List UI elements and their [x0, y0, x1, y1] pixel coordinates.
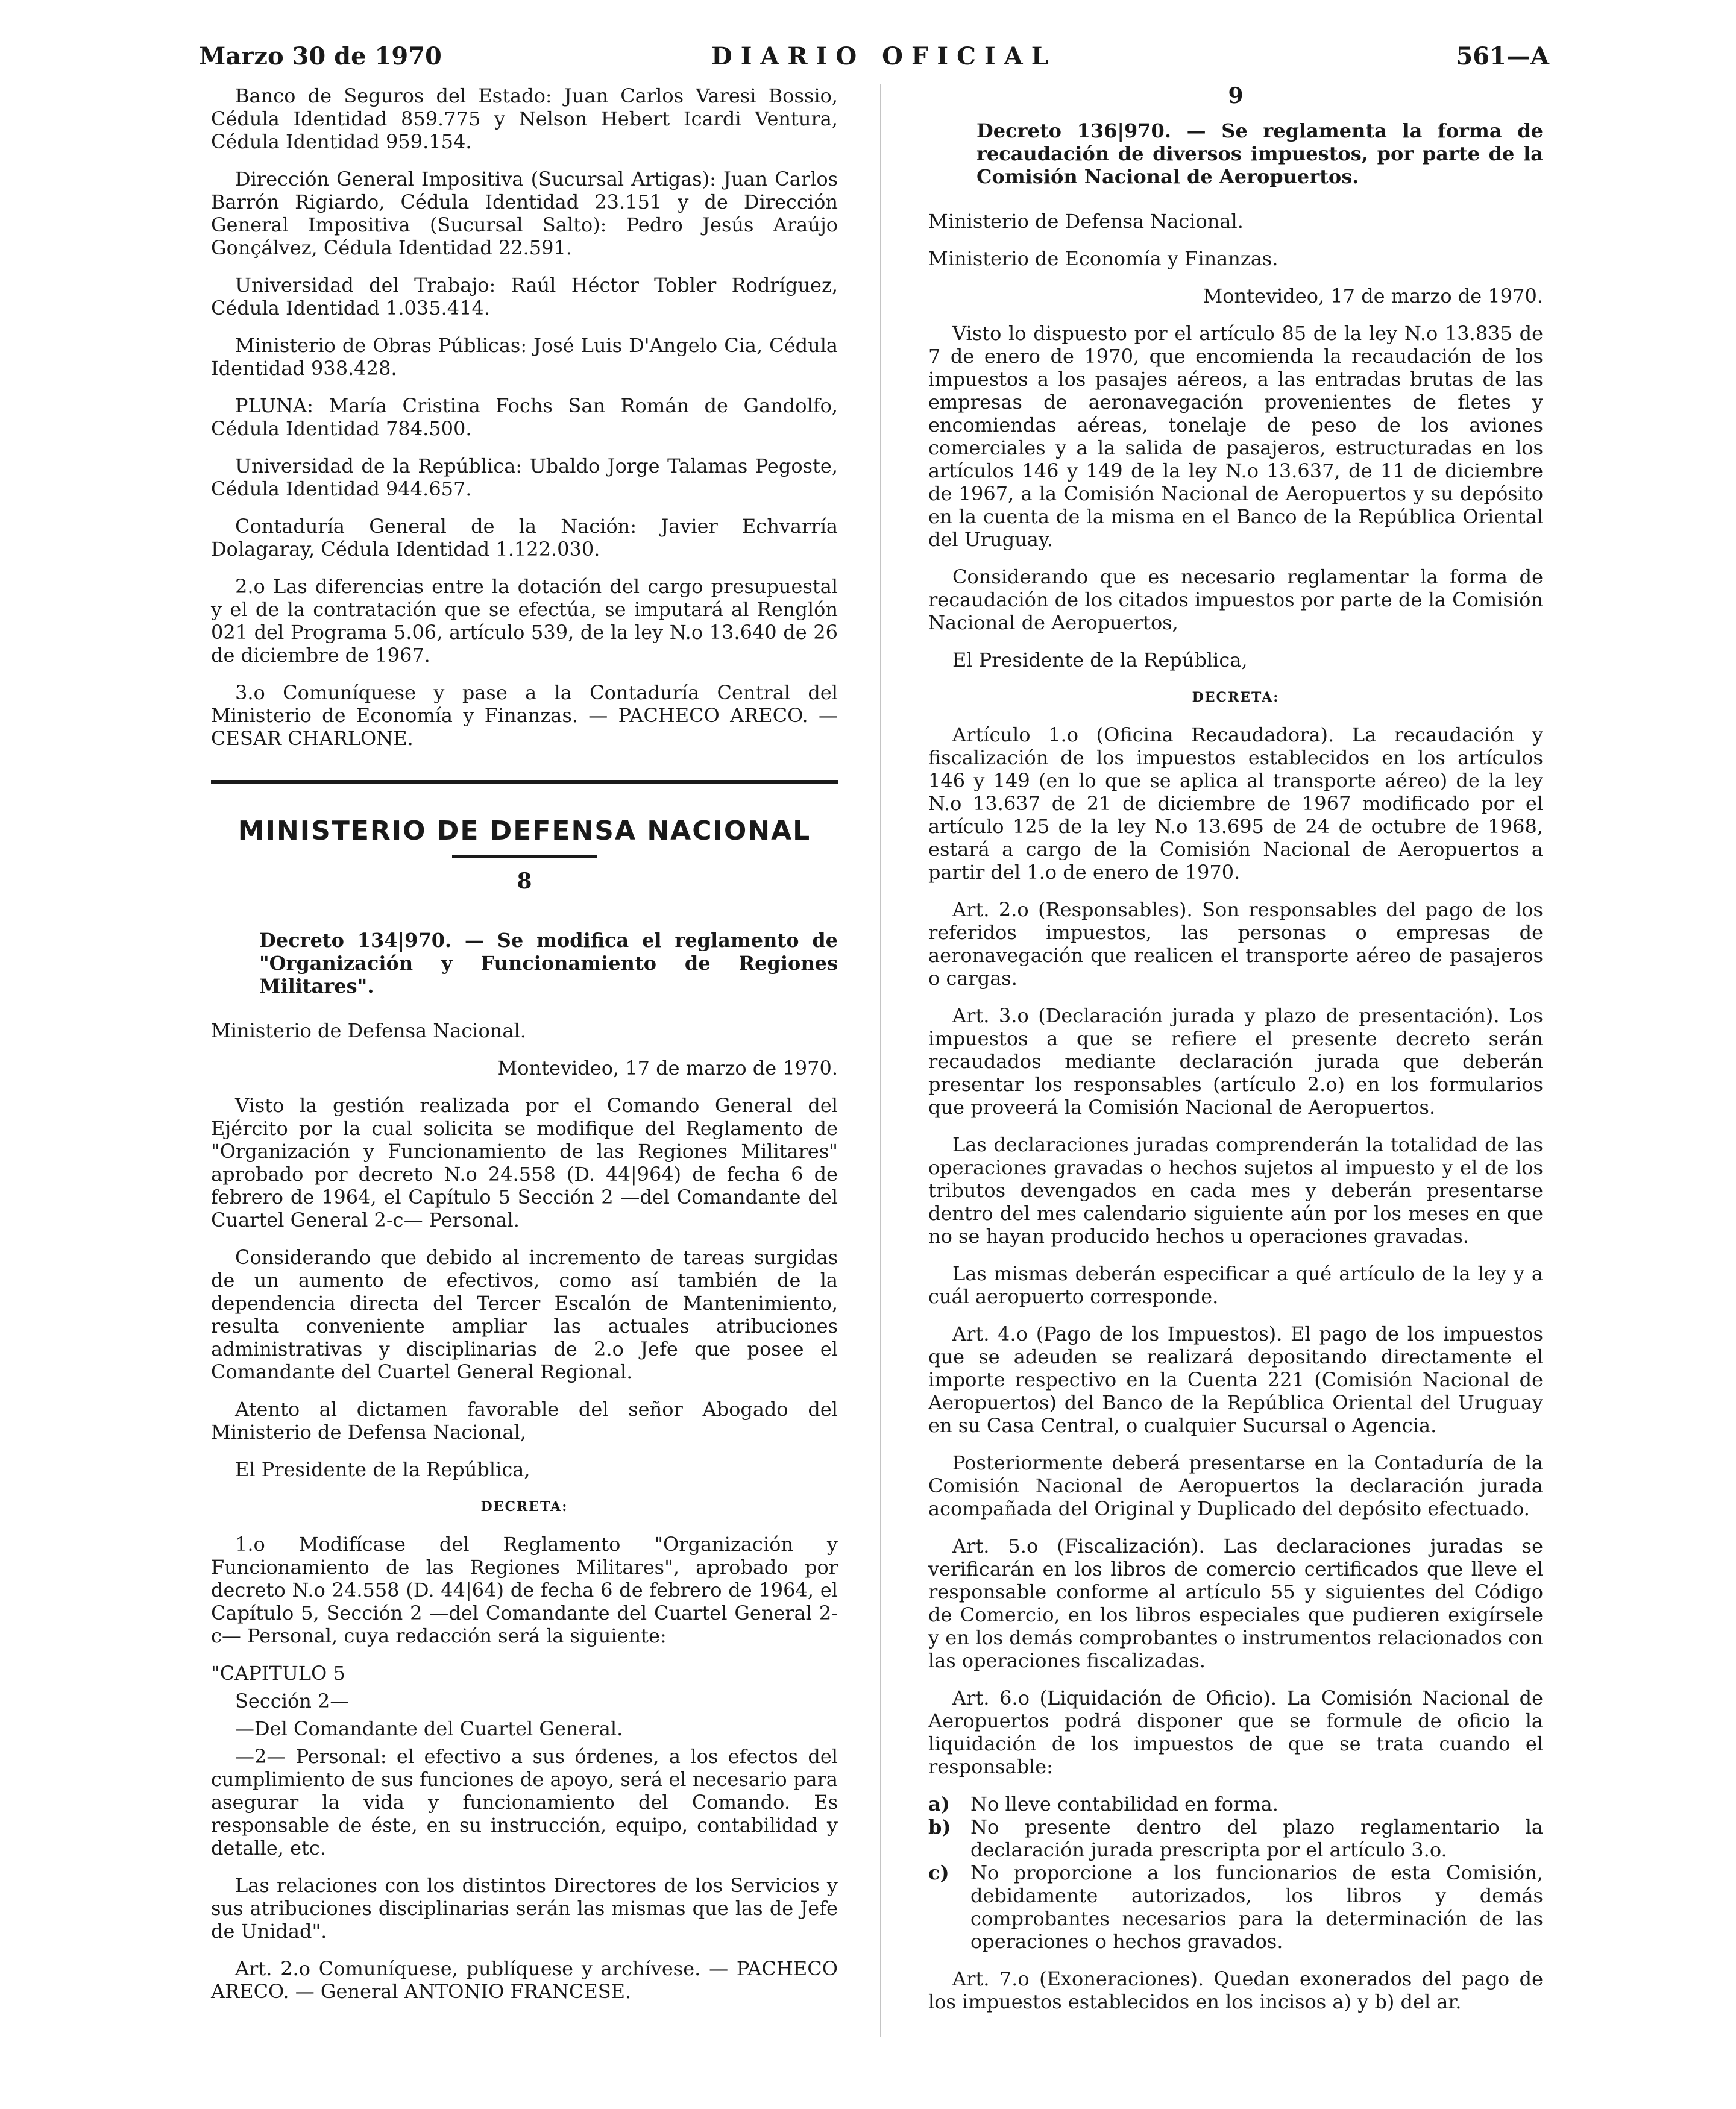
list-item — [928, 1793, 1543, 1815]
place-date: Montevideo, 17 de marzo de 1970. — [497, 1057, 838, 1080]
article-paragraph: 1.o Modifícase del Reglamento "Organización y Funcionamiento de las Regiones Militares", aprobado por decreto N.o 24.558 (D. 44|64) de fecha 6 de febrero de 1964, el Capítulo 5, Sección 2 —del Comandante del Cuartel General 2-c— Personal, cuya redacción será la siguiente: — [211, 1533, 838, 1647]
article-paragraph: Posteriormente deberá presentarse en la Contaduría de la Comisión Nacional de Aeropuertos la declaración jurada acompañada del Original y Duplicado del depósito efectuado. — [928, 1451, 1543, 1520]
considerando-paragraph: Considerando que debido al incremento de tareas surgidas de un aumento de efectivos, como así también de la dependencia directa del Tercer Escalón de Mantenimiento, resulta conveniente ampliar las actuales atribuciones administrativas y disciplinarias de 2.o Jefe que posee el Comandante del Cuartel General Regional. — [211, 1246, 838, 1383]
place-date: Montevideo, 17 de marzo de 1970. — [1203, 284, 1543, 307]
article-paragraph: Art. 4.o (Pago de los Impuestos). El pago de los impuestos que se adeuden se realizará depositando directamente el importe respectivo en la Cuenta 221 (Comisión Nacional de Aeropuertos) del Banco de la República Oriental del Uruguay en su Casa Central, o cualquier Sucursal o Agencia. — [928, 1322, 1543, 1437]
list-item-label: b) — [928, 1815, 951, 1838]
personal-paragraph: —2— Personal: el efectivo a sus órdenes, a los efectos del cumplimiento de sus funciones de apoyo, será el necesario para asegurar la vida y funcionamiento del Comando. Es responsable de éste, en su instrucción, equipo, contabilidad y detalle, etc. — [211, 1745, 838, 1859]
decreta-label: DECRETA: — [480, 1499, 568, 1515]
article-paragraph: Art. 7.o (Exoneraciones). Quedan exonerados del pago de los impuestos establecidos en los incisos a) y b) del ar. — [928, 1967, 1543, 2013]
article-paragraph: Art. 5.o (Fiscalización). Las declaraciones juradas se verificarán en los libros de comercio certificados que lleve el responsable conforme al artículo 55 y siguientes del Código de Comercio, en los libros especiales que pudieren exigírsele y en los demás comprobantes o instrumentos relacionados con las operaciones fiscalizadas. — [928, 1535, 1543, 1672]
section-heading: Sección 2— — [235, 1689, 350, 1712]
subsection-heading: —Del Comandante del Cuartel General. — [235, 1717, 623, 1740]
decree-heading: Decreto 136|970. — Se reglamenta la forma de recaudación de diversos impuestos, por parte de la Comisión Nacional de Aeropuertos. — [976, 119, 1543, 188]
list-item-label: a) — [928, 1793, 950, 1815]
appointment-paragraph: Universidad de la República: Ubaldo Jorge Talamas Pegoste, Cédula Identidad 944.657. — [211, 454, 838, 500]
presidente-line: El Presidente de la República, — [952, 649, 1248, 671]
section-number: 9 — [1228, 83, 1244, 108]
list-item-label: c) — [928, 1861, 949, 1884]
appointment-paragraph: Ministerio de Obras Públicas: José Luis D'Angelo Cia, Cédula Identidad 938.428. — [211, 334, 838, 380]
chapter-heading: "CAPITULO 5 — [211, 1662, 345, 1685]
article-paragraph: Art. 2.o Comuníquese, publíquese y archívese. — PACHECO ARECO. — General ANTONIO FRANCESE. — [211, 1957, 838, 2003]
header-date: Marzo 30 de 1970 — [199, 42, 442, 71]
title-underline — [452, 855, 597, 858]
appointment-paragraph: Universidad del Trabajo: Raúl Héctor Tobler Rodríguez, Cédula Identidad 1.035.414. — [211, 274, 838, 319]
list-item — [928, 1815, 1543, 1861]
article-paragraph: 3.o Comuníquese y pase a la Contaduría Central del Ministerio de Economía y Finanzas. — PACHECO ARECO. — CESAR CHARLONE. — [211, 681, 838, 750]
list-item — [928, 1861, 1543, 1953]
considerando-paragraph: Considerando que es necesario reglamentar la forma de recaudación de los citados impuestos por parte de la Comisión Nacional de Aeropuertos, — [928, 565, 1543, 634]
ministry-line: Ministerio de Defensa Nacional. — [928, 210, 1244, 233]
decree-heading: Decreto 134|970. — Se modifica el reglamento de "Organización y Funcionamiento de Regiones Militares". — [259, 929, 838, 998]
ministry-line: Ministerio de Economía y Finanzas. — [928, 247, 1278, 270]
right-column — [928, 84, 1543, 2028]
appointment-paragraph: Banco de Seguros del Estado: Juan Carlos Varesi Bossio, Cédula Identidad 859.775 y Nelson Hebert Icardi Ventura, Cédula Identidad 959.154. — [211, 84, 838, 153]
header-title: DIARIO OFICIAL — [711, 42, 1057, 71]
atento-paragraph: Atento al dictamen favorable del señor Abogado del Ministerio de Defensa Nacional, — [211, 1398, 838, 1444]
ministry-line: Ministerio de Defensa Nacional. — [211, 1019, 526, 1042]
article-paragraph: Art. 3.o (Declaración jurada y plazo de presentación). Los impuestos a que se refiere el presente decreto serán recaudados mediante declaración jurada que deberán presentar los responsables (artículo 2.o) en los formularios que proveerá la Comisión Nacional de Aeropuertos. — [928, 1004, 1543, 1119]
visto-paragraph: Visto lo dispuesto por el artículo 85 de la ley N.o 13.835 de 7 de enero de 1970, que encomienda la recaudación de los impuestos a los pasajes aéreos, a las entradas brutas de las empresas de aeronavegación provenientes de fletes y encomiendas aéreas, tonelaje de peso de los aviones comerciales y a la salida de pasajeros, estructuradas en los artículos 146 y 149 de la ley N.o 13.637, de 11 de diciembre de 1967, a la Comisión Nacional de Aeropuertos y su depósito en la cuenta de la misma en el Banco de la República Oriental del Uruguay. — [928, 322, 1543, 551]
article-paragraph: Las mismas deberán especificar a qué artículo de la ley y a cuál aeropuerto corresponde. — [928, 1262, 1543, 1308]
article-paragraph: Art. 6.o (Liquidación de Oficio). La Comisión Nacional de Aeropuertos podrá disponer que se formule de oficio la liquidación de los impuestos de que se trata cuando el responsable: — [928, 1686, 1543, 1778]
list-item-text: No presente dentro del plazo reglamentario la declaración jurada prescripta por el artículo 3.o. — [970, 1815, 1543, 1861]
appointment-paragraph: Contaduría General de la Nación: Javier Echvarría Dolagaray, Cédula Identidad 1.122.030. — [211, 515, 838, 561]
article-paragraph: Art. 2.o (Responsables). Son responsables del pago de los referidos impuestos, las personas o empresas de aeronavegación que realicen el transporte aéreo de pasajeros o cargas. — [928, 898, 1543, 990]
appointment-paragraph: Dirección General Impositiva (Sucursal Artigas): Juan Carlos Barrón Rigiardo, Cédula Identidad 23.151 y de Dirección General Impositiva (Sucursal Salto): Pedro Jesús Araújo Gonçálvez, Cédula Identidad 22.591. — [211, 168, 838, 259]
ministry-title: MINISTERIO DE DEFENSA NACIONAL — [237, 816, 811, 846]
header-page-number: 561—A — [1456, 42, 1549, 71]
visto-paragraph: Visto la gestión realizada por el Comando General del Ejército por la cual solicita se modifique del Reglamento de "Organización y Funcionamiento de las Regiones Militares" aprobado por decreto N.o 24.558 (D. 44|964) de fecha 6 de febrero de 1964, el Capítulo 5 Sección 2 —del Comandante del Cuartel General 2-c— Personal. — [211, 1094, 838, 1231]
page-header — [199, 42, 1549, 78]
left-column — [211, 84, 838, 2017]
article-paragraph: Artículo 1.o (Oficina Recaudadora). La recaudación y fiscalización de los impuestos establecidos en los artículos 146 y 149 (en lo que se aplica al transporte aéreo) de la ley N.o 13.637 de 21 de diciembre de 1967 modificado por el artículo 125 de la ley N.o 13.695 de 24 de octubre de 1968, estará a cargo de la Comisión Nacional de Aeropuertos a partir del 1.o de enero de 1970. — [928, 723, 1543, 884]
presidente-line: El Presidente de la República, — [235, 1458, 530, 1481]
article-list — [928, 1793, 1543, 1953]
decreta-label: DECRETA: — [1192, 690, 1280, 705]
relaciones-paragraph: Las relaciones con los distintos Directores de los Servicios y sus atribuciones disciplinarias serán las mismas que las de Jefe de Unidad". — [211, 1874, 838, 1943]
article-paragraph: 2.o Las diferencias entre la dotación del cargo presupuestal y el de la contratación que se efectúa, se imputará al Renglón 021 del Programa 5.06, artículo 539, de la ley N.o 13.640 de 26 de diciembre de 1967. — [211, 575, 838, 667]
column-divider — [880, 84, 881, 2037]
list-item-text: No lleve contabilidad en forma. — [970, 1793, 1278, 1815]
list-item-text: No proporcione a los funcionarios de esta Comisión, debidamente autorizados, los libros y demás comprobantes necesarios para la determinación de las operaciones o hechos gravados. — [970, 1861, 1543, 1953]
section-number: 8 — [517, 869, 532, 894]
article-paragraph: Las declaraciones juradas comprenderán la totalidad de las operaciones gravadas o hechos sujetos al impuesto y el de los tributos devengados en cada mes y deberán presentarse dentro del mes calendario siguiente aún por los meses en que no se hayan producido hechos u operaciones gravadas. — [928, 1133, 1543, 1248]
section-rule — [211, 780, 838, 784]
appointment-paragraph: PLUNA: María Cristina Fochs San Román de Gandolfo, Cédula Identidad 784.500. — [211, 394, 838, 440]
